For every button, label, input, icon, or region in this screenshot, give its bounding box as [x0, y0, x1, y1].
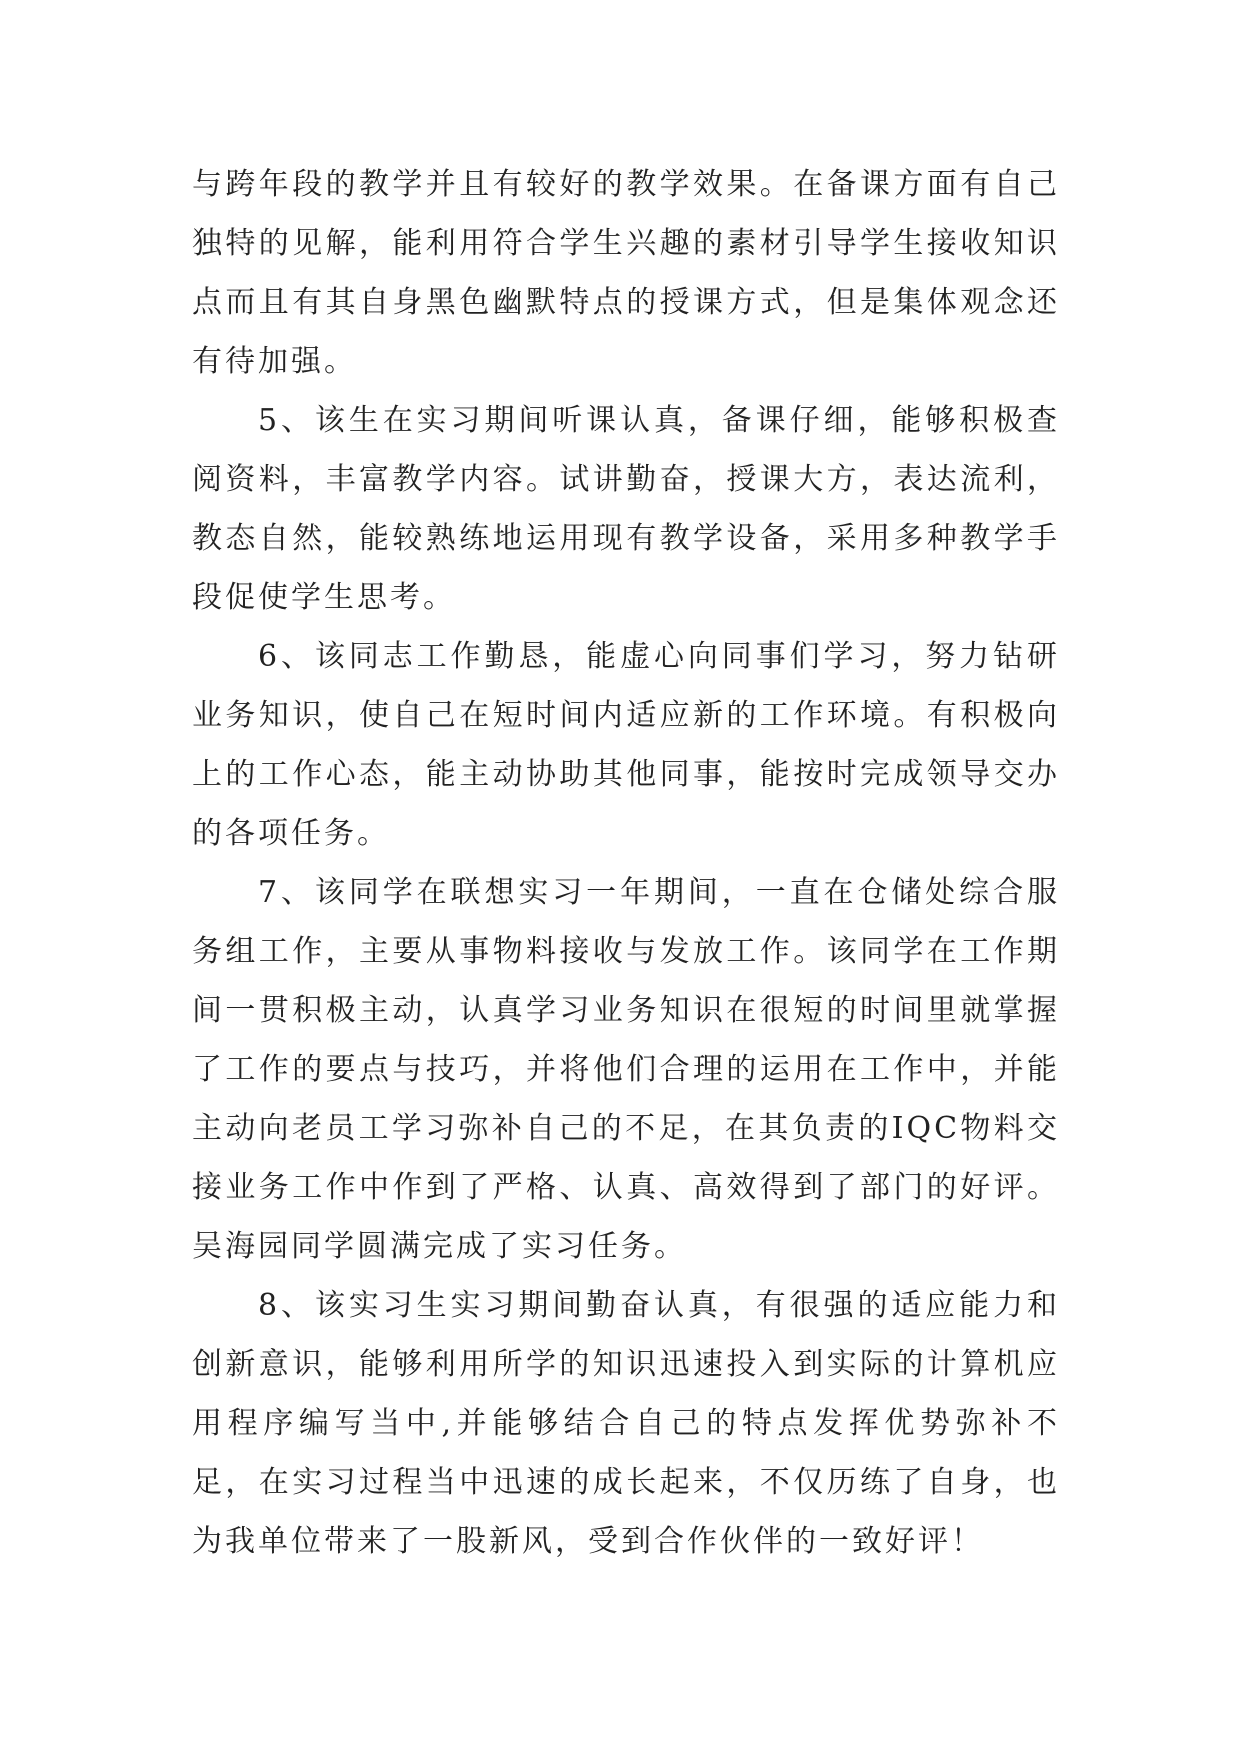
document-body: [192, 155, 1060, 1571]
paragraph-continuation: 与跨年段的教学并且有较好的教学效果。在备课方面有自己独特的见解，能利用符合学生兴趣的素材引导学生接收知识点而且有其自身黑色幽默特点的授课方式，但是集体观念还有待加强。: [192, 167, 1060, 379]
paragraph-item-8: 8、该实习生实习期间勤奋认真，有很强的适应能力和创新意识，能够利用所学的知识迅速投入到实际的计算机应用程序编写当中,并能够结合自己的特点发挥优势弥补不足，在实习过程当中迅速的成长起来，不仅历练了自身，也为我单位带来了一股新风，受到合作伙伴的一致好评！: [192, 1288, 1060, 1559]
paragraph-item-6: 6、该同志工作勤恳，能虚心向同事们学习，努力钻研业务知识，使自己在短时间内适应新的工作环境。有积极向上的工作心态，能主动协助其他同事，能按时完成领导交办的各项任务。: [192, 639, 1060, 851]
paragraph-item-5: 5、该生在实习期间听课认真，备课仔细，能够积极查阅资料，丰富教学内容。试讲勤奋，授课大方，表达流利，教态自然，能较熟练地运用现有教学设备，采用多种教学手段促使学生思考。: [192, 403, 1060, 615]
paragraph-item-7: 7、该同学在联想实习一年期间，一直在仓储处综合服务组工作，主要从事物料接收与发放工作。该同学在工作期间一贯积极主动，认真学习业务知识在很短的时间里就掌握了工作的要点与技巧，并将他们合理的运用在工作中，并能主动向老员工学习弥补自己的不足，在其负责的IQC物料交接业务工作中作到了严格、认真、高效得到了部门的好评。吴海园同学圆满完成了实习任务。: [192, 875, 1060, 1264]
